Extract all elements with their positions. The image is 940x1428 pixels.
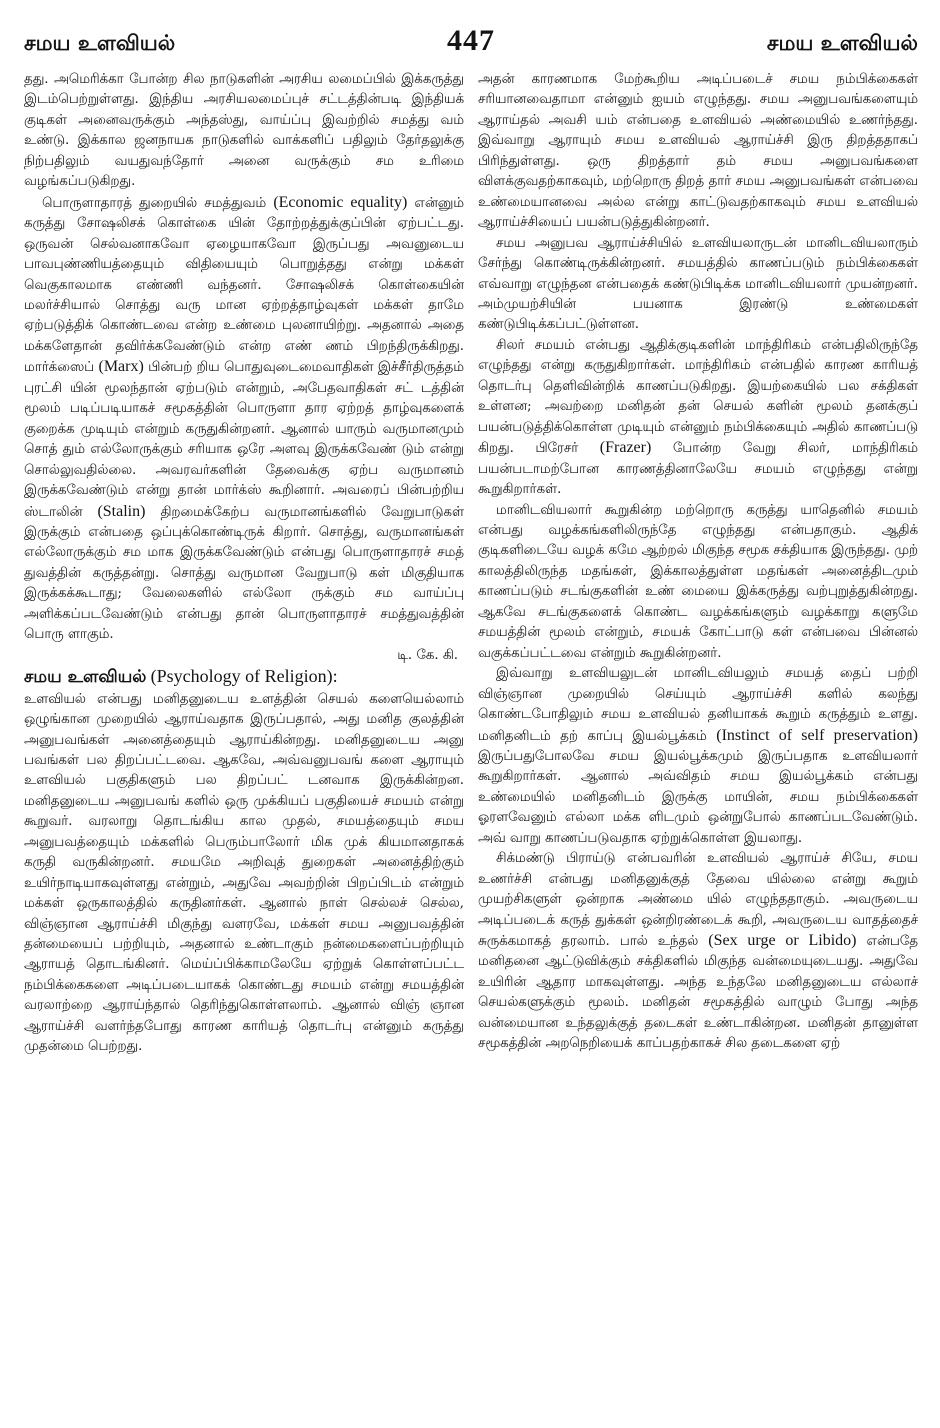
paragraph (478, 336, 918, 501)
article-heading (24, 666, 464, 689)
text-run: சிலர் சமயம் என்பது ஆதிக்குடிகளின் மாந்திரிகம் என்பதிலிருந்தே எழுந்தது என்று கருதுகிறார்கள். மாந்திரிகம் என்பதில் காரண காரியத் தொடர்பு தெளிவின்றிக் காணப்படுகிறது. இயற்கையில் பல சக்திகள் உள்ளன; அவற்றை மனிதன் தன் செயல் களின் மூலம் தனக்குப் பயன்படுத்திக்கொள்ள முடியும் என்னும் நம்பிக்கையும் அதில் காணப்படு கிறது. பிரேசர் (478, 337, 918, 457)
paragraph-economic-equality (24, 193, 464, 646)
running-head-left: சமய உளவியல் (24, 31, 176, 55)
paragraph: உளவியல் என்பது மனிதனுடைய உளத்தின் செயல் களையெல்லாம் ஒழுங்கான முறையில் ஆராய்வதாக இருப்பதால், அது மனித குலத்தின் அனுபவங்கள் அனைத்தையும் ஆராய்கின்றது. மனிதனுடைய அனு பவங்கள் பல திறப்பட்டவை. ஆகவே, அவ்வனுபவங் களை ஆராயும் உளவியல் பகுதிகளும் பல திறப்பட் டனவாக இருக்கின்றன. மனிதனுடைய அனுபவங் களில் ஒரு முக்கியப் பகுதியைச் சமயம் என்று கூறுவர். வரலாறு தொடங்கிய கால முதல், சமயத்தையும் சமய அனுபவத்தையும் மக்களில் பெரும்பாலோர் மிக முக் கியமானதாகக் கருதி வருகின்றனர். சமயமே அறிவுத் துறைகள் அனைத்திற்கும் உயிர்நாடியாகவுள்ளது என்றும், அதுவே அவற்றின் பிறப்பிடம் என்றும் மக்கள் ஒருகாலத்தில் கருதினர்கள். ஆனால் நாள் செல்லச் செல்ல, விஞ்ஞான ஆராய்ச்சி மிகுந்து வளரவே, மக்கள் சமய அனுபவத்தின் தன்மையைப் பற்றியும், அதனால் உண்டாகும் நன்மைகளைப்பற்றியும் ஆராயத் தொடங்கினர். மெய்ப்பிக்காமலேயே ஏற்றுக் கொள்ளப்பட்ட நம்பிக்கைகளை அடிப்படையாகக் கொண்டது சமயம் என்று சமயத்தின் வரலாற்றை ஆராய்ந்தால் தெரிந்துகொள்ளலாம். ஆனால் விஞ் ஞான ஆராய்ச்சி வளர்ந்தபோது காரண காரியத் தொடர்பு என்னும் கருத்து முதன்மை பெற்றது. (24, 691, 464, 1055)
article-title-english: (Psychology of Religion): (150, 666, 338, 687)
text-run: சிக்மண்டு பிராய்டு என்பவரின் உளவியல் ஆராய்ச் சியே, சமய உணர்ச்சி என்பது மனிதனுக்குத் தேவை யில்லை என்று கூறும் முயற்சிகளுள் ஒன்றாக அண்மை யில் எழுந்ததாகும். அவருடைய அடிப்படைக் கருத் துக்கள் ஒன்றிரண்டைக் கூறி, அவருடைய வாதத்தைச் சுருக்கமாகத் தரலாம். பால் உந்தல் (478, 851, 918, 950)
paragraph: சமய அனுபவ ஆராய்ச்சியில் உளவியலாருடன் மானிடவியலாரும் சேர்ந்து கொண்டிருக்கின்றனர். சமயத்தில் காணப்படும் நம்பிக்கைகள் எவ்வாறு எழுந்தன என்பதைக் கண்டுபிடிக்க மானிடவியலார் முயன்றனர். அம்முயற்சியின் பயனாக இரண்டு உண்மைகள் கண்டுபிடிக்கப்பட்டுள்ளன. (478, 235, 918, 333)
right-column (478, 70, 918, 1415)
page-header (24, 24, 918, 64)
english-term: (Sex urge or Libido) (708, 932, 857, 950)
author-signature: டி. கே. கி. (397, 647, 458, 663)
text-run: பின்பற் றிய பொதுவுடைமைவாதிகள் இச்சீர்திருத்தம் புரட்சி யின் மூலந்தான் ஏற்படும் என்றும், அபேதவாதிகள் சட் டத்தின் மூலம் படிப்படியாகச் சமூகத்தின் பொருளா தார ஏற்றத் தாழ்வுகளைக் குறைக்க முடியும் என்றும் கருதுகின்றனர். ஆனால் யாரும் வருமானமும் சொத் தும் எல்லோருக்கும் சரியாக ஒரே அளவு இருக்கவேண் டும் என்று சொல்லுவதில்லை. அவரவர்களின் தேவைக்கு ஏற்ப வருமானம் இருக்கவேண்டும் என்று தான் மார்க்ஸ் கூறினார். அவரைப் பின்பற்றிய ஸ்டாலின் (24, 360, 464, 520)
running-head-right: சமய உளவியல் (766, 31, 918, 55)
text-run: திறமைக்கேற்ப வருமானங்களில் வேறுபாடுகள் இருக்கும் என்பதை ஒப்புக்கொண்டிருக் கிறார். சொத்து, வருமானங்கள் எல்லோருக்கும் சம மாக இருக்கவேண்டும் என்பது பொருளாதாரச் சமத் துவத்தின் கருத்தன்று. சொத்து வருமான வேறுபாடு கள் மிகுதியாக இருக்கக்கூடாது; வேலைகளில் எல்லோ ருக்கும் சம வாய்ப்பு அளிக்கப்படவேண்டும் என்பது தான் பொருளாதாரச் சமத்துவத்தின் பொரு ளாகும். (24, 504, 464, 643)
text-run: போன்ற வேறு சிலர், மாந்திரிகம் பயன்படாமற்போன காரணத்தினாலேயே சமயம் எழுந்தது என்று கூறுகிறார்கள். (478, 441, 918, 498)
paragraph (478, 849, 918, 1055)
english-term: (Stalin) (97, 502, 146, 520)
text-run: என்பதே மனிதனை ஆட்டுவிக்கும் சக்திகளில் மிகுந்த வன்மையுடையது. அதுவே உயிரின் ஆதார மாகவுள்ளது. அந்த உந்தலே மனிதனுடைய எல்லாச் செயல்களுக்கும் மூலம். மனிதன் சமூகத்தில் வாழும் போது அந்த வன்மையான உந்தலுக்குத் தடைகள் உண்டாகின்றன. மனிதன் தானுள்ள சமூகத்தின் அறநெறியைக் காப்பதற்காகச் சில தடைகளை ஏற் (478, 934, 918, 1052)
paragraph: தது. அமெரிக்கா போன்ற சில நாடுகளின் அரசிய லமைப்பில் இக்கருத்து இடம்பெற்றுள்ளது. இந்திய அரசியலமைப்புச் சட்டத்தின்படி இந்தியக் குடிகள் அனைவருக்கும் அந்தஸ்து, வாய்ப்பு இவற்றில் சமத்து வம் உண்டு. இக்கால ஜனநாயக நாடுகளில் வாக்களிப் பதிலும் தேர்தலுக்கு நிற்பதிலும் வயதுவந்தோர் அனை வருக்கும் சம உரிமை வழங்கப்படுகிறது. (24, 72, 464, 190)
page-number: 447 (447, 24, 495, 57)
english-term: (Instinct of self preservation) (716, 726, 918, 744)
english-term: (Frazer) (599, 439, 652, 457)
paragraph (478, 664, 918, 849)
paragraph: மானிடவியலார் கூறுகின்ற மற்றொரு கருத்து யாதெனில் சமயம் என்பது வழக்கங்களிலிருந்தே எழுந்தது என்பதாகும். ஆதிக் குடிகளிடையே வழக் கமே ஆற்றல் மிகுந்த சமூக சக்தியாக இருந்தது. முற் காலத்திலிருந்த மதங்கள், இக்காலத்துள்ள மதங்கள் அனைத்திடமும் காணப்படும் சடங்குகளின் உண் மையை இக்கருத்து வற்புறுத்துகின்றது. ஆகவே சடங்குகளைக் கொண்ட வழக்கங்களும் வழக்காறு களுமே சமயத்தின் மூலம் என்றும், சமயக் கோட்பாடு கள் என்பவை பின்னல் வகுக்கப்பட்டவை என்றும் கூறுகின்றனர். (478, 502, 918, 661)
text-run: என்னும் கருத்து சோஷலிசக் கொள்கை யின் தோற்றத்துக்குப்பின் ஏற்பட்டது. ஒருவன் செல்வனாகவோ ஏழையாகவோ இருப்பது அவனுடைய பாவபுண்ணியத்தையும் விதியையும் பொறுத்தது என்று மக்கள் வெகுகாலமாக எண்ணி வந்தனர். சோஷலிசக் கொள்கையின் மலர்ச்சியால் சொத்து வரு மான ஏற்றத்தாழ்வுகள் மக்கள் தாமே ஏற்படுத்திக் கொண்டவை என்ற உண்மை புலனாயிற்று. அதனால் அதை மக்களேதான் தவிர்க்கவேண்டும் என்ற எண் ணம் பிறந்திருக்கிறது. மார்க்ஸைப் (24, 195, 464, 376)
text-run: இவ்வாறு உளவியலுடன் மானிடவியலும் சமயத் தைப் பற்றி விஞ்ஞான முறையில் செய்யும் ஆராய்ச்சி களில் கலந்து கொண்டபோதிலும் சமய உளவியல் தனியாகக் கூறும் கருத்தும் உளது. மனிதனிடம் தற் காப்பு இயல்பூக்கம் (478, 666, 918, 744)
english-term: (Economic equality) (273, 193, 408, 211)
text-run: இருப்பதுபோலவே சமய இயல்பூக்கமும் இருப்பதாக உளவியலார் கூறுகிறார்கள். ஆனால் அவ்விதம் சமய இயல்பூக்கம் என்பது உண்மையில் மனிதனிடம் இருக்கு மாயின், சமய நம்பிக்கைகள் ஓரளவேனும் எல்லா மக்க ளிடமும் ஒன்றுபோல் காணப்படவேண்டும். அவ் வாறு காணப்படுவதாக ஏற்றுக்கொள்ள இயலாது. (478, 748, 918, 846)
text-run: பொருளாதாரத் துறையில் சமத்துவம் (42, 195, 274, 211)
paragraph: அதன் காரணமாக மேற்கூறிய அடிப்படைச் சமய நம்பிக்கைகள் சரியானவைதாமா என்னும் ஐயம் எழுந்தது. சமய அனுபவங்களையும் ஆராய்தல் அவசி யம் என்பதை உளவியல் அண்மையில் உணர்ந்தது. இவ்வாறு ஆராயும் சமய உளவியல் ஆராய்ச்சி இரு திறத்ததாகப் பிரிந்துள்ளது. ஒரு திறத்தார் தம் சமய அனுபவங்களை விளக்குவதற்காகவும், மற்றொரு திறத் தார் சமய அனுபவங்கள் என்பவை உண்மையானவை அல்ல என்று காட்டுவதற்காகவும் சமய உளவியல் ஆராய்ச்சியைப் பயன்படுத்துகின்றனர். (478, 72, 918, 231)
english-term: (Marx) (98, 358, 144, 376)
text-columns (24, 70, 918, 1415)
article-title: சமய உளவியல் (24, 667, 147, 688)
left-column (24, 70, 464, 1415)
